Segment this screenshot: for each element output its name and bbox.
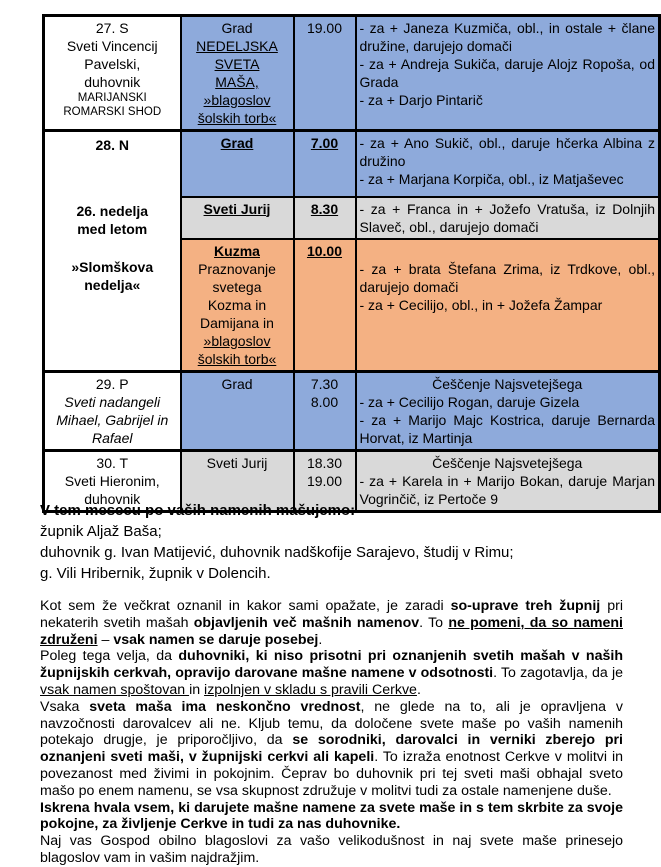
place-cell-28-grad: Grad: [181, 131, 294, 197]
time-cell-28-kuzma: 10.00: [294, 239, 356, 372]
intro-line-2: duhovnik g. Ivan Matijević, duhovnik nadškofije Sarajevo, študij v Rimu;: [40, 544, 514, 561]
paragraph-5: Naj vas Gospod obilno blagoslovi za vašo velikodušnost in naj svete maše prinesejo blagoslov vam in vašim najdražjim.: [40, 833, 623, 866]
paragraph-3: Vsaka sveta maša ima neskončno vrednost, ne glede na to, ali je opravljena v navzočnosti darovalcev ali ne. Kljub temu, da določene svete maše po vaših namenih potekajo drugje, je priporočljivo, da se sorodniki, darovalci in verniki zberejo pri oznanjeni sveti maši, v župnijski cerkvi ali kapeli. To izraža enotnost Cerkve v molitvi in povezanost med živimi in pokojnim. Čeprav bo duhovnik pri tej sveti maši obhajal sveto mašo po enem namenu, se vsa skupnost združuje v molitvi tudi za ostale namenjene duše.: [40, 698, 623, 799]
intentions-cell-28-grad: - za + Ano Sukič, obl., daruje hčerka Albina z družino - za + Marjana Korpiča, obl., iz Matjaševec: [356, 131, 660, 197]
intentions-cell-27: - za + Janeza Kuzmiča, obl., in ostale + člane družine, darujejo domači - za + Andreja Sukiča, daruje Alojz Ropoša, od Grada - za + Darjo Pintarič: [356, 16, 660, 131]
time-cell-28-grad: 7.00: [294, 131, 356, 197]
intentions-intro: [40, 500, 623, 584]
day-cell-28: [44, 131, 181, 372]
time-cell-27: 19.00: [294, 16, 356, 131]
intro-line-3: g. Vili Hribernik, župnik v Dolencih.: [40, 565, 271, 582]
schedule-row-29: [44, 371, 660, 450]
place-cell-29: Grad: [181, 371, 294, 450]
schedule-row-27: [44, 16, 660, 131]
intro-line-1: župnik Aljaž Baša;: [40, 523, 162, 540]
time-cell-30: 18.30 19.00: [294, 450, 356, 511]
day-cell-27: 27. S Sveti Vincencij Pavelski, duhovnik MARIJANSKI ROMARSKI SHOD: [44, 16, 181, 131]
intro-heading: V tem mesecu po vaših namenih mašujemo:: [40, 502, 356, 519]
intentions-cell-29: Češčenje Najsvetejšega - za + Cecilijo Rogan, daruje Gizela - za + Marijo Majc Kostrica, daruje Bernarda Horvat, iz Martinja: [356, 371, 660, 450]
place-cell-28-kuzma: Kuzma Praznovanje svetega Kozma in Damijana in »blagoslov šolskih torb«: [181, 239, 294, 372]
mass-schedule-table: [42, 14, 661, 513]
paragraph-2: Poleg tega velja, da duhovniki, ki niso prisotni pri oznanjenih svetih mašah v naših župnijskih cerkvah, opravijo darovane mašne namene v odsotnosti. To zagotavlja, da je vsak namen spoštovan in izpolnjen v skladu s pravili Cerkve.: [40, 648, 623, 698]
time-cell-28-jurij: 8.30: [294, 197, 356, 239]
schedule-row-28-grad: [44, 131, 660, 197]
place-cell-28-jurij: Sveti Jurij: [181, 197, 294, 239]
paragraph-4: Iskrena hvala vsem, ki darujete mašne namene za svete maše in s tem skrbite za svoje pokojne, za življenje Cerkve in tudi za nas duhovnike.: [40, 799, 623, 833]
day-cell-30: 30. T Sveti Hieronim, duhovnik: [44, 450, 181, 511]
place-cell-27: Grad NEDELJSKA SVETA MAŠA, »blagoslov šolskih torb«: [181, 16, 294, 131]
intentions-cell-28-jurij: - za + Franca in + Jožefo Vratuša, iz Dolnjih Slaveč, obl., darujejo domači: [356, 197, 660, 239]
paragraph-1: Kot sem že večkrat oznanil in kakor sami opažate, je zaradi so-uprave treh župnij pri nekaterih svetih mašah objavljenih več mašnih namenov. To ne pomeni, da so nameni združeni – vsak namen se daruje posebej.: [40, 598, 623, 648]
week-label-28: 26. nedelja med letom: [76, 203, 149, 237]
special-label-28: »Slomškova nedelja«: [71, 259, 154, 293]
document-body-text: [40, 500, 623, 867]
place-cell-30: Sveti Jurij: [181, 450, 294, 511]
intentions-cell-28-kuzma: - za + brata Štefana Zrima, iz Trdkove, obl., darujejo domači - za + Cecilijo, obl., in + Jožefa Žampar: [356, 239, 660, 372]
date-label-28: 28. N: [95, 137, 129, 153]
intentions-cell-30: Češčenje Najsvetejšega - za + Karela in + Marijo Bokan, daruje Marjan Vogrinčič, iz Pertoče 9: [356, 450, 660, 511]
time-cell-29: 7.30 8.00: [294, 371, 356, 450]
day-cell-29: 29. P Sveti nadangeli Mihael, Gabrijel in Rafael: [44, 371, 181, 450]
